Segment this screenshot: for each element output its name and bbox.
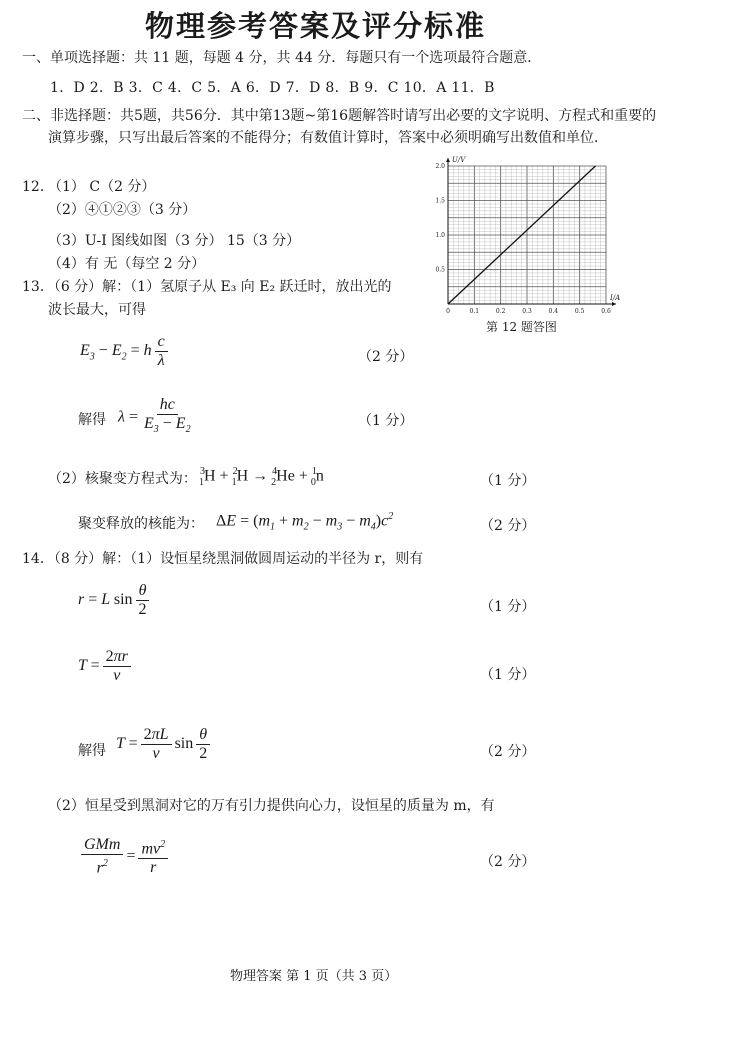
chart-x-label: I/A (610, 294, 621, 302)
q12-item-2: （2）④①②③（3 分） (48, 202, 197, 218)
chart-y-label: U/V (452, 156, 466, 164)
ui-chart (428, 152, 628, 320)
q13-eq3: $^3_1$H + $^2_1$H → $^4_2$He + $^1_0$n (199, 466, 324, 488)
y-tick-label: 1.0 (435, 232, 445, 239)
section2-heading: 二、非选择题：共5题，共56分．其中第13题~第16题解答时请写出必要的文字说明、方程式和重要的演算步骤，只写出最后答案的不能得分；有数值计算时，答案中必须明确写出数值和单位． (22, 108, 657, 146)
y-tick-label: 0.5 (435, 266, 445, 274)
y-tick-label: 2.0 (435, 163, 445, 170)
page-footer: 物理答案 第 1 页（共 3 页） (230, 969, 398, 984)
q14-eq3: T = $\frac{2\pi L}{v}$ sin $\frac{\theta}{2}$ (116, 726, 213, 763)
q14-eq4-score: （2 分） (480, 854, 536, 870)
q13-eq1: $E_3 - E_2 = h$ $\frac{c}{\lambda}$ (80, 333, 171, 370)
x-tick-label: 0.5 (574, 308, 585, 315)
page-title: 物理参考答案及评分标准 (145, 9, 487, 43)
q13-solve-label: 解得 (78, 412, 106, 428)
chart-grid (448, 166, 606, 304)
q13-eq2-score: （1 分） (358, 413, 414, 429)
q13-eq4-score: （2 分） (480, 518, 536, 534)
chart-ticks (435, 163, 610, 315)
q12-item-3: （3）U-I 图线如图（3 分） 15（3 分） (48, 233, 301, 249)
q14-part2: （2）恒星受到黑洞对它的万有引力提供向心力，设恒星的质量为 m，有 (48, 798, 495, 814)
q14-eq3-score: （2 分） (480, 744, 536, 760)
q13-eq2: λ = $\frac{hc}{E_3 - E_2}$ (118, 396, 191, 436)
q14-intro: 14．（8 分）解：（1）设恒星绕黑洞做圆周运动的半径为 r，则有 (22, 551, 424, 567)
q14-eq2: T = $\frac{2\pi r}{v}$ (78, 648, 134, 685)
q14-eq1-score: （1 分） (480, 599, 536, 615)
q14-solve-label: 解得 (78, 743, 106, 759)
chart-caption: 第 12 题答图 (486, 320, 557, 334)
section1-answers: 1．D 2．B 3．C 4．C 5．A 6．D 7．D 8．B 9．C 10．A 11．B (50, 80, 495, 96)
x-tick-label: 0.1 (469, 308, 480, 315)
q14-eq2-score: （1 分） (480, 667, 536, 683)
chart-axes (446, 158, 616, 306)
x-axis-arrow (612, 302, 616, 306)
q14-eq1: r = L sin $\frac{\theta}{2}$ (78, 582, 153, 619)
q13-eq1-score: （2 分） (358, 349, 414, 365)
q13-eq4: $\Delta E = (m_1 + m_2 - m_3 - m_4)c^2$ (216, 511, 394, 533)
q13-intro: 13．（6 分）解：（1）氢原子从 E₃ 向 E₂ 跃迁时，放出光的 (22, 279, 392, 295)
x-tick-label: 0 (446, 308, 450, 315)
y-axis-arrow (446, 158, 450, 162)
q13-eq3-score: （1 分） (480, 473, 536, 489)
x-tick-label: 0.2 (495, 308, 506, 315)
x-tick-label: 0.6 (601, 308, 611, 315)
q13-part2-label: （2）核聚变方程式为： (48, 471, 197, 487)
q14-eq4: $\frac{\text{GMm}}{r^2}$ = $\frac{mv^2}{r}$ (78, 836, 171, 877)
y-tick-label: 1.5 (435, 197, 445, 205)
q12-number: 12． (22, 179, 54, 195)
q12-item-4: （4）有 无（每空 2 分） (48, 256, 206, 272)
section1-heading: 一、单项选择题：共 11 题，每题 4 分，共 44 分．每题只有一个选项最符合题意． (22, 50, 542, 66)
q13-intro-2: 波长最大，可得 (48, 302, 146, 318)
x-tick-label: 0.4 (548, 308, 559, 315)
q13-energy-label: 聚变释放的核能为： (78, 516, 204, 532)
x-tick-label: 0.3 (522, 308, 532, 315)
q12-item-1: （1） C（2 分） (48, 179, 156, 195)
